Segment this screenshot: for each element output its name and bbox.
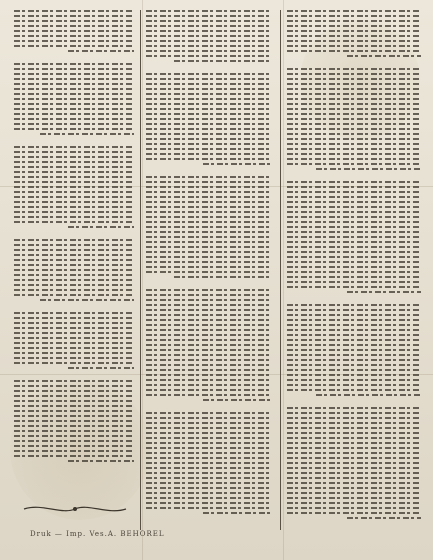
- text-line: [287, 447, 421, 449]
- text-line: [146, 339, 272, 341]
- text-line: [14, 156, 134, 158]
- paragraph-gap: [287, 173, 421, 181]
- text-line: [146, 143, 272, 145]
- text-line: [174, 276, 272, 278]
- text-line: [146, 359, 272, 361]
- paragraph-gap: [287, 296, 421, 304]
- paragraph-gap: [14, 231, 134, 239]
- column-rule: [280, 10, 281, 530]
- column-rule: [140, 10, 141, 530]
- text-line: [146, 427, 272, 429]
- text-line: [146, 417, 272, 419]
- text-line: [14, 211, 134, 213]
- text-line: [287, 319, 421, 321]
- text-line: [287, 384, 421, 386]
- text-line: [14, 322, 134, 324]
- text-line: [287, 374, 421, 376]
- text-line: [287, 20, 421, 22]
- text-line: [68, 50, 134, 52]
- text-line: [146, 289, 272, 291]
- text-line: [146, 123, 272, 125]
- text-line: [146, 497, 272, 499]
- text-line: [146, 20, 272, 22]
- text-line: [146, 447, 272, 449]
- text-line: [146, 304, 272, 306]
- text-line: [14, 83, 134, 85]
- text-line: [14, 400, 134, 402]
- paragraph-gap: [146, 404, 272, 412]
- text-line: [14, 181, 134, 183]
- text-line: [146, 319, 272, 321]
- text-line: [203, 163, 272, 165]
- text-line: [146, 354, 272, 356]
- text-line: [146, 113, 272, 115]
- text-line: [174, 60, 272, 62]
- text-line: [146, 437, 272, 439]
- paragraph-gap: [146, 168, 272, 176]
- text-line: [146, 176, 272, 178]
- text-line: [146, 482, 272, 484]
- text-line: [14, 435, 134, 437]
- text-line: [146, 35, 272, 37]
- text-line: [146, 108, 272, 110]
- text-line: [287, 417, 421, 419]
- text-line: [287, 226, 421, 228]
- text-line: [146, 442, 272, 444]
- text-line: [287, 163, 421, 165]
- text-line: [203, 399, 272, 401]
- text-line: [203, 512, 272, 514]
- text-line: [14, 405, 134, 407]
- text-line: [287, 201, 421, 203]
- text-line: [146, 294, 272, 296]
- text-line: [14, 395, 134, 397]
- text-line: [146, 133, 272, 135]
- text-line: [14, 146, 134, 148]
- text-line: [14, 196, 134, 198]
- text-line: [287, 221, 421, 223]
- text-line: [146, 231, 272, 233]
- text-line: [287, 231, 421, 233]
- text-line: [146, 181, 272, 183]
- text-line: [287, 339, 421, 341]
- text-line: [146, 412, 272, 414]
- text-line: [287, 412, 421, 414]
- text-line: [146, 73, 272, 75]
- text-line: [287, 487, 421, 489]
- text-line: [146, 191, 272, 193]
- text-line: [287, 138, 421, 140]
- text-line: [287, 389, 421, 391]
- text-line: [14, 40, 134, 42]
- text-line: [146, 118, 272, 120]
- text-line: [287, 10, 421, 12]
- text-line: [14, 221, 134, 223]
- text-line: [146, 148, 272, 150]
- text-line: [14, 352, 134, 354]
- text-line: [287, 181, 421, 183]
- text-line: [146, 236, 272, 238]
- text-line: [14, 93, 134, 95]
- text-line: [146, 364, 272, 366]
- text-line: [316, 394, 421, 396]
- paper-fold: [142, 0, 143, 560]
- text-line: [14, 445, 134, 447]
- text-line: [146, 384, 272, 386]
- text-line: [287, 462, 421, 464]
- text-line: [146, 15, 272, 17]
- text-line: [146, 492, 272, 494]
- text-line: [14, 294, 134, 296]
- text-line: [146, 487, 272, 489]
- text-line: [287, 118, 421, 120]
- text-line: [287, 442, 421, 444]
- text-line: [287, 329, 421, 331]
- text-line: [146, 329, 272, 331]
- text-line: [14, 10, 134, 12]
- text-line: [14, 118, 134, 120]
- text-line: [146, 507, 272, 509]
- text-line: [287, 128, 421, 130]
- text-line: [146, 128, 272, 130]
- paragraph-gap: [287, 399, 421, 407]
- text-line: [146, 40, 272, 42]
- text-line: [14, 151, 134, 153]
- text-line: [146, 30, 272, 32]
- text-line: [146, 216, 272, 218]
- text-line: [14, 347, 134, 349]
- text-line: [146, 10, 272, 12]
- text-line: [14, 98, 134, 100]
- text-line: [287, 113, 421, 115]
- text-line: [347, 291, 421, 293]
- text-line: [14, 455, 134, 457]
- text-line: [287, 467, 421, 469]
- text-line: [287, 216, 421, 218]
- text-line: [14, 279, 134, 281]
- text-line: [14, 161, 134, 163]
- text-line: [14, 128, 134, 130]
- text-line: [14, 284, 134, 286]
- text-line: [14, 332, 134, 334]
- text-line: [316, 168, 421, 170]
- text-line: [146, 369, 272, 371]
- text-line: [14, 108, 134, 110]
- text-line: [287, 186, 421, 188]
- text-line: [14, 244, 134, 246]
- text-line: [14, 337, 134, 339]
- text-column-left: [14, 10, 134, 465]
- text-line: [146, 103, 272, 105]
- text-line: [14, 327, 134, 329]
- text-line: [287, 334, 421, 336]
- text-line: [287, 344, 421, 346]
- text-line: [287, 88, 421, 90]
- text-line: [14, 73, 134, 75]
- text-line: [287, 15, 421, 17]
- text-line: [146, 196, 272, 198]
- text-line: [14, 191, 134, 193]
- text-line: [146, 271, 272, 273]
- text-line: [14, 254, 134, 256]
- text-line: [14, 103, 134, 105]
- text-line: [146, 432, 272, 434]
- text-line: [14, 274, 134, 276]
- paragraph-gap: [14, 138, 134, 146]
- text-line: [287, 158, 421, 160]
- text-line: [14, 440, 134, 442]
- text-column-right: [287, 10, 421, 522]
- text-line: [146, 299, 272, 301]
- text-line: [287, 83, 421, 85]
- text-line: [347, 517, 421, 519]
- text-line: [287, 241, 421, 243]
- text-line: [68, 226, 134, 228]
- text-line: [146, 457, 272, 459]
- text-line: [287, 482, 421, 484]
- text-line: [146, 344, 272, 346]
- text-line: [146, 186, 272, 188]
- text-line: [146, 314, 272, 316]
- text-line: [14, 385, 134, 387]
- text-line: [68, 367, 134, 369]
- text-line: [14, 186, 134, 188]
- text-line: [347, 55, 421, 57]
- text-line: [287, 251, 421, 253]
- text-line: [14, 450, 134, 452]
- text-line: [287, 349, 421, 351]
- text-line: [146, 221, 272, 223]
- text-line: [287, 133, 421, 135]
- text-line: [146, 324, 272, 326]
- text-line: [287, 98, 421, 100]
- text-line: [146, 83, 272, 85]
- text-line: [287, 276, 421, 278]
- text-line: [14, 269, 134, 271]
- text-line: [146, 211, 272, 213]
- text-line: [146, 452, 272, 454]
- text-line: [146, 201, 272, 203]
- text-line: [14, 176, 134, 178]
- paragraph-gap: [14, 304, 134, 312]
- text-line: [146, 422, 272, 424]
- text-line: [146, 98, 272, 100]
- text-line: [287, 497, 421, 499]
- text-line: [287, 477, 421, 479]
- text-line: [287, 266, 421, 268]
- text-line: [146, 78, 272, 80]
- text-line: [287, 309, 421, 311]
- text-line: [287, 507, 421, 509]
- text-line: [14, 206, 134, 208]
- text-line: [14, 35, 134, 37]
- text-line: [287, 286, 421, 288]
- text-line: [146, 241, 272, 243]
- text-line: [287, 256, 421, 258]
- text-line: [14, 380, 134, 382]
- text-line: [146, 93, 272, 95]
- text-line: [14, 264, 134, 266]
- text-line: [14, 342, 134, 344]
- text-line: [14, 68, 134, 70]
- text-line: [14, 88, 134, 90]
- text-line: [287, 153, 421, 155]
- text-line: [287, 143, 421, 145]
- text-line: [146, 379, 272, 381]
- text-line: [146, 502, 272, 504]
- text-line: [287, 45, 421, 47]
- text-line: [146, 226, 272, 228]
- text-line: [287, 422, 421, 424]
- text-line: [287, 50, 421, 52]
- text-line: [287, 452, 421, 454]
- text-line: [287, 236, 421, 238]
- text-line: [146, 251, 272, 253]
- text-line: [146, 246, 272, 248]
- text-line: [287, 211, 421, 213]
- text-line: [287, 271, 421, 273]
- text-line: [287, 407, 421, 409]
- text-line: [287, 93, 421, 95]
- text-line: [146, 374, 272, 376]
- text-line: [146, 261, 272, 263]
- text-line: [146, 206, 272, 208]
- text-line: [146, 158, 272, 160]
- text-column-middle: [146, 10, 272, 517]
- text-line: [68, 460, 134, 462]
- text-line: [14, 289, 134, 291]
- text-line: [287, 206, 421, 208]
- text-line: [14, 239, 134, 241]
- text-line: [287, 68, 421, 70]
- text-line: [14, 249, 134, 251]
- text-line: [287, 281, 421, 283]
- text-line: [146, 266, 272, 268]
- text-line: [287, 261, 421, 263]
- printer-imprint: Druk — Imp. Ves.A. BEHOREL: [30, 530, 165, 538]
- text-line: [14, 30, 134, 32]
- text-line: [146, 349, 272, 351]
- text-line: [14, 123, 134, 125]
- text-line: [287, 472, 421, 474]
- text-line: [287, 457, 421, 459]
- text-line: [287, 103, 421, 105]
- text-line: [287, 25, 421, 27]
- text-line: [146, 138, 272, 140]
- text-line: [14, 15, 134, 17]
- text-line: [40, 133, 134, 135]
- text-line: [146, 50, 272, 52]
- text-line: [14, 113, 134, 115]
- text-line: [287, 123, 421, 125]
- text-line: [14, 410, 134, 412]
- text-line: [146, 153, 272, 155]
- text-line: [14, 45, 134, 47]
- text-line: [287, 492, 421, 494]
- text-line: [287, 196, 421, 198]
- text-line: [146, 477, 272, 479]
- text-line: [14, 357, 134, 359]
- text-line: [14, 425, 134, 427]
- text-line: [146, 394, 272, 396]
- decorative-ornament: [22, 502, 128, 516]
- text-line: [146, 389, 272, 391]
- text-line: [287, 73, 421, 75]
- text-line: [14, 78, 134, 80]
- text-line: [14, 317, 134, 319]
- text-line: [146, 334, 272, 336]
- paper-fold: [283, 0, 284, 560]
- text-line: [287, 314, 421, 316]
- text-line: [287, 432, 421, 434]
- text-line: [146, 309, 272, 311]
- text-line: [287, 40, 421, 42]
- text-line: [14, 312, 134, 314]
- text-line: [14, 25, 134, 27]
- text-line: [146, 88, 272, 90]
- text-line: [14, 259, 134, 261]
- text-line: [14, 171, 134, 173]
- text-line: [14, 430, 134, 432]
- text-line: [287, 437, 421, 439]
- text-line: [287, 369, 421, 371]
- paragraph-gap: [287, 60, 421, 68]
- text-line: [14, 420, 134, 422]
- text-line: [287, 30, 421, 32]
- text-line: [287, 379, 421, 381]
- text-line: [287, 304, 421, 306]
- text-line: [14, 63, 134, 65]
- text-line: [14, 20, 134, 22]
- paragraph-gap: [146, 281, 272, 289]
- text-line: [287, 354, 421, 356]
- text-line: [146, 472, 272, 474]
- text-line: [146, 25, 272, 27]
- text-line: [287, 359, 421, 361]
- text-line: [287, 364, 421, 366]
- text-line: [146, 55, 272, 57]
- text-line: [14, 201, 134, 203]
- text-line: [14, 390, 134, 392]
- paragraph-gap: [146, 65, 272, 73]
- text-line: [287, 148, 421, 150]
- text-line: [146, 256, 272, 258]
- paragraph-gap: [14, 55, 134, 63]
- text-line: [287, 246, 421, 248]
- text-line: [14, 216, 134, 218]
- text-line: [287, 108, 421, 110]
- text-line: [287, 502, 421, 504]
- text-line: [14, 362, 134, 364]
- text-line: [40, 299, 134, 301]
- paragraph-gap: [14, 372, 134, 380]
- text-line: [287, 35, 421, 37]
- text-line: [146, 462, 272, 464]
- text-line: [14, 166, 134, 168]
- text-line: [146, 45, 272, 47]
- text-line: [287, 191, 421, 193]
- text-line: [146, 467, 272, 469]
- text-line: [287, 512, 421, 514]
- text-line: [14, 415, 134, 417]
- text-line: [287, 427, 421, 429]
- text-line: [287, 324, 421, 326]
- text-line: [287, 78, 421, 80]
